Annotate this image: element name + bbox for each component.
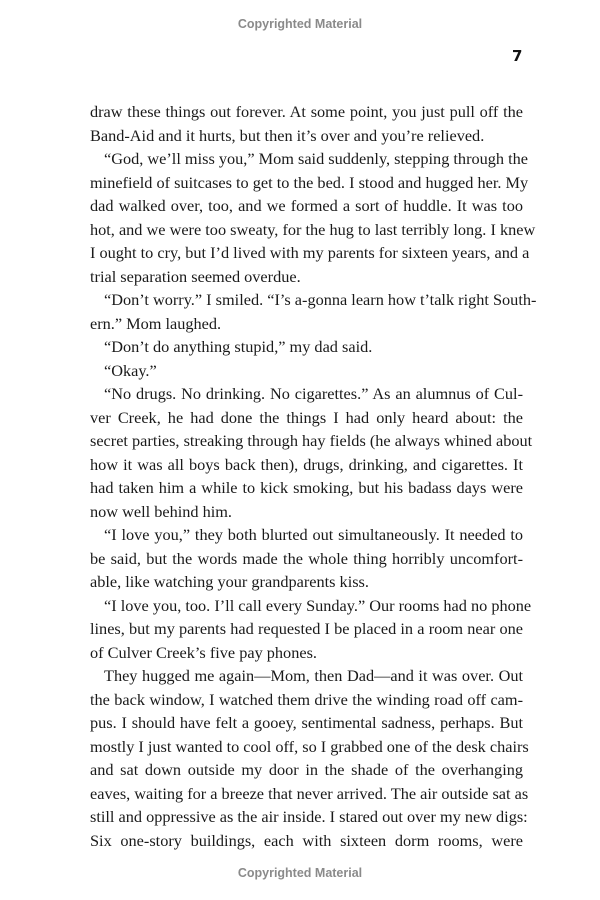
paragraph — [90, 335, 523, 359]
text-line: secret parties, streaking through hay fields (he always whined about — [90, 431, 533, 450]
text-line: the back window, I watched them drive the winding road off cam- — [90, 689, 523, 709]
text-line: ver Creek, he had done the things I had only heard about: the — [90, 407, 523, 427]
text-line: “God, we’ll miss you,” Mom said suddenly, stepping through the — [104, 149, 529, 168]
text-line: “Don’t do anything stupid,” my dad said. — [104, 337, 373, 356]
paragraph — [90, 523, 523, 594]
text-line: trial separation seemed overdue. — [90, 266, 301, 286]
text-line: pus. I should have felt a gooey, sentimental sadness, perhaps. But — [90, 713, 523, 732]
text-line: “Don’t worry.” I smiled. “I’s a-gonna learn how t’talk right South- — [104, 290, 537, 309]
copyright-watermark-bottom: Copyrighted Material — [237, 866, 363, 880]
text-line: I ought to cry, but I’d lived with my parents for sixteen years, and a — [90, 243, 530, 262]
text-line: minefield of suitcases to get to the bed. I stood and hugged her. My — [90, 172, 529, 192]
copyright-watermark-top: Copyrighted Material — [237, 17, 363, 31]
text-line: lines, but my parents had requested I be placed in a room near one — [90, 619, 523, 638]
page-number: 7 — [512, 47, 523, 65]
text-line: They hugged me again—Mom, then Dad—and it was over. Out — [104, 666, 523, 685]
paragraph — [90, 594, 532, 665]
text-line: “I love you,” they both blurted out simultaneously. It needed to — [104, 525, 523, 544]
paragraph — [90, 147, 536, 288]
paragraph — [90, 382, 533, 523]
text-line: and sat down outside my door in the shade of the overhanging — [90, 760, 523, 779]
text-line: still and oppressive as the air inside. I stared out over my new digs: — [90, 807, 528, 826]
text-line: how it was all boys back then), drugs, drinking, and cigarettes. It — [90, 454, 523, 474]
text-line: draw these things out forever. At some point, you just pull off the — [90, 102, 523, 121]
text-line: dad walked over, too, and we formed a sort of huddle. It was too — [90, 196, 523, 215]
text-line: now well behind him. — [90, 501, 232, 521]
text-line: eaves, waiting for a breeze that never arrived. The air outside sat as — [90, 783, 529, 803]
text-line: able, like watching your grandparents kiss. — [90, 572, 369, 591]
text-line: mostly I just wanted to cool off, so I grabbed one of the desk chairs — [90, 736, 529, 756]
text-line: of Culver Creek’s five pay phones. — [90, 642, 317, 662]
text-line: “Okay.” — [104, 360, 157, 380]
text-line: Six one-story buildings, each with sixteen dorm rooms, were — [90, 830, 523, 850]
paragraph — [90, 664, 529, 852]
paragraph — [90, 359, 523, 383]
paragraph — [90, 288, 537, 335]
paragraph — [90, 100, 523, 147]
text-line: ern.” Mom laughed. — [90, 313, 222, 333]
text-line: had taken him a while to kick smoking, but his badass days were — [90, 478, 523, 497]
text-line: “I love you, too. I’ll call every Sunday.” Our rooms had no phone — [104, 595, 532, 615]
text-line: hot, and we were too sweaty, for the hug to last terribly long. I knew — [90, 219, 536, 239]
text-line: Band-Aid and it hurts, but then it’s over and you’re relieved. — [90, 125, 485, 145]
text-line: “No drugs. No drinking. No cigarettes.” As an alumnus of Cul- — [104, 384, 523, 403]
text-line: be said, but the words made the whole thing horribly uncomfort- — [90, 548, 523, 568]
body-text — [90, 100, 537, 852]
